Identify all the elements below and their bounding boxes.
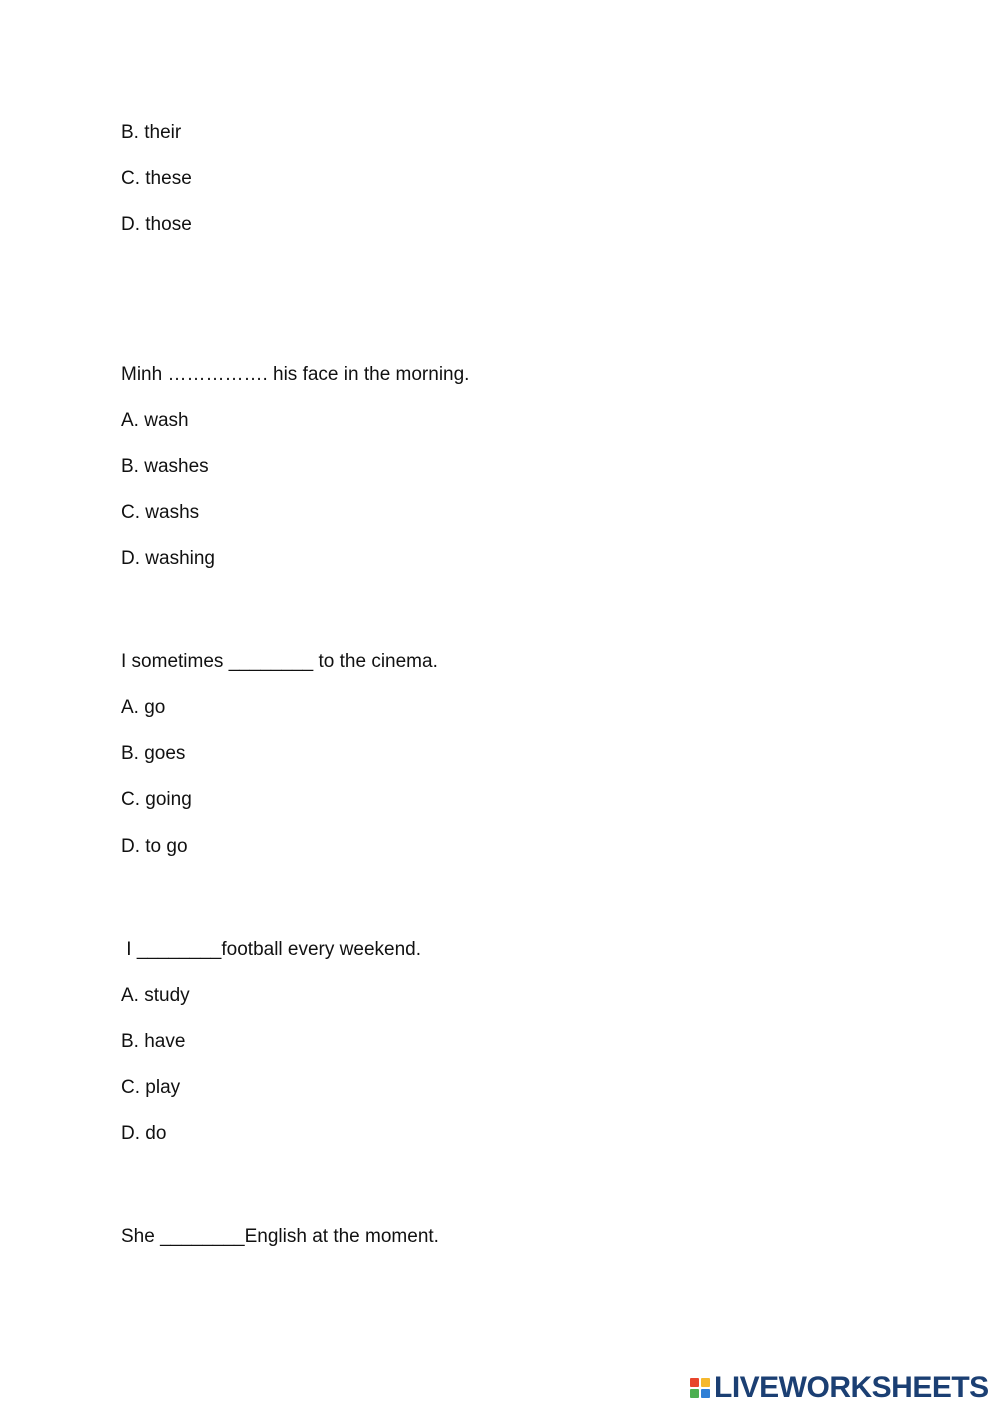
option-d-do: D. do: [121, 1123, 167, 1144]
logo-square-yellow: [701, 1378, 710, 1387]
question-cinema: I sometimes ________ to the cinema.: [121, 651, 438, 672]
logo-square-blue: [701, 1389, 710, 1398]
option-a-go: A. go: [121, 697, 166, 718]
option-d-washing: D. washing: [121, 548, 215, 569]
logo-grid-icon: [690, 1378, 710, 1398]
option-b-goes: B. goes: [121, 743, 186, 764]
liveworksheets-logo: [690, 1371, 989, 1404]
question-english: She ________English at the moment.: [121, 1226, 439, 1247]
option-b-their: B. their: [121, 122, 182, 143]
logo-square-red: [690, 1378, 699, 1387]
logo-brand-text: LIVEWORKSHEETS: [714, 1371, 989, 1404]
logo-square-green: [690, 1389, 699, 1398]
option-c-washs: C. washs: [121, 502, 200, 523]
option-b-have: B. have: [121, 1031, 186, 1052]
option-d-those: D. those: [121, 214, 192, 235]
question-minh: Minh ……………. his face in the morning.: [121, 364, 470, 385]
option-a-study: A. study: [121, 985, 190, 1006]
option-c-going: C. going: [121, 789, 192, 810]
option-a-wash: A. wash: [121, 410, 189, 431]
question-football: I ________football every weekend.: [121, 939, 421, 960]
option-c-these: C. these: [121, 168, 192, 189]
option-b-washes: B. washes: [121, 456, 209, 477]
option-d-to-go: D. to go: [121, 836, 188, 857]
option-c-play: C. play: [121, 1077, 181, 1098]
